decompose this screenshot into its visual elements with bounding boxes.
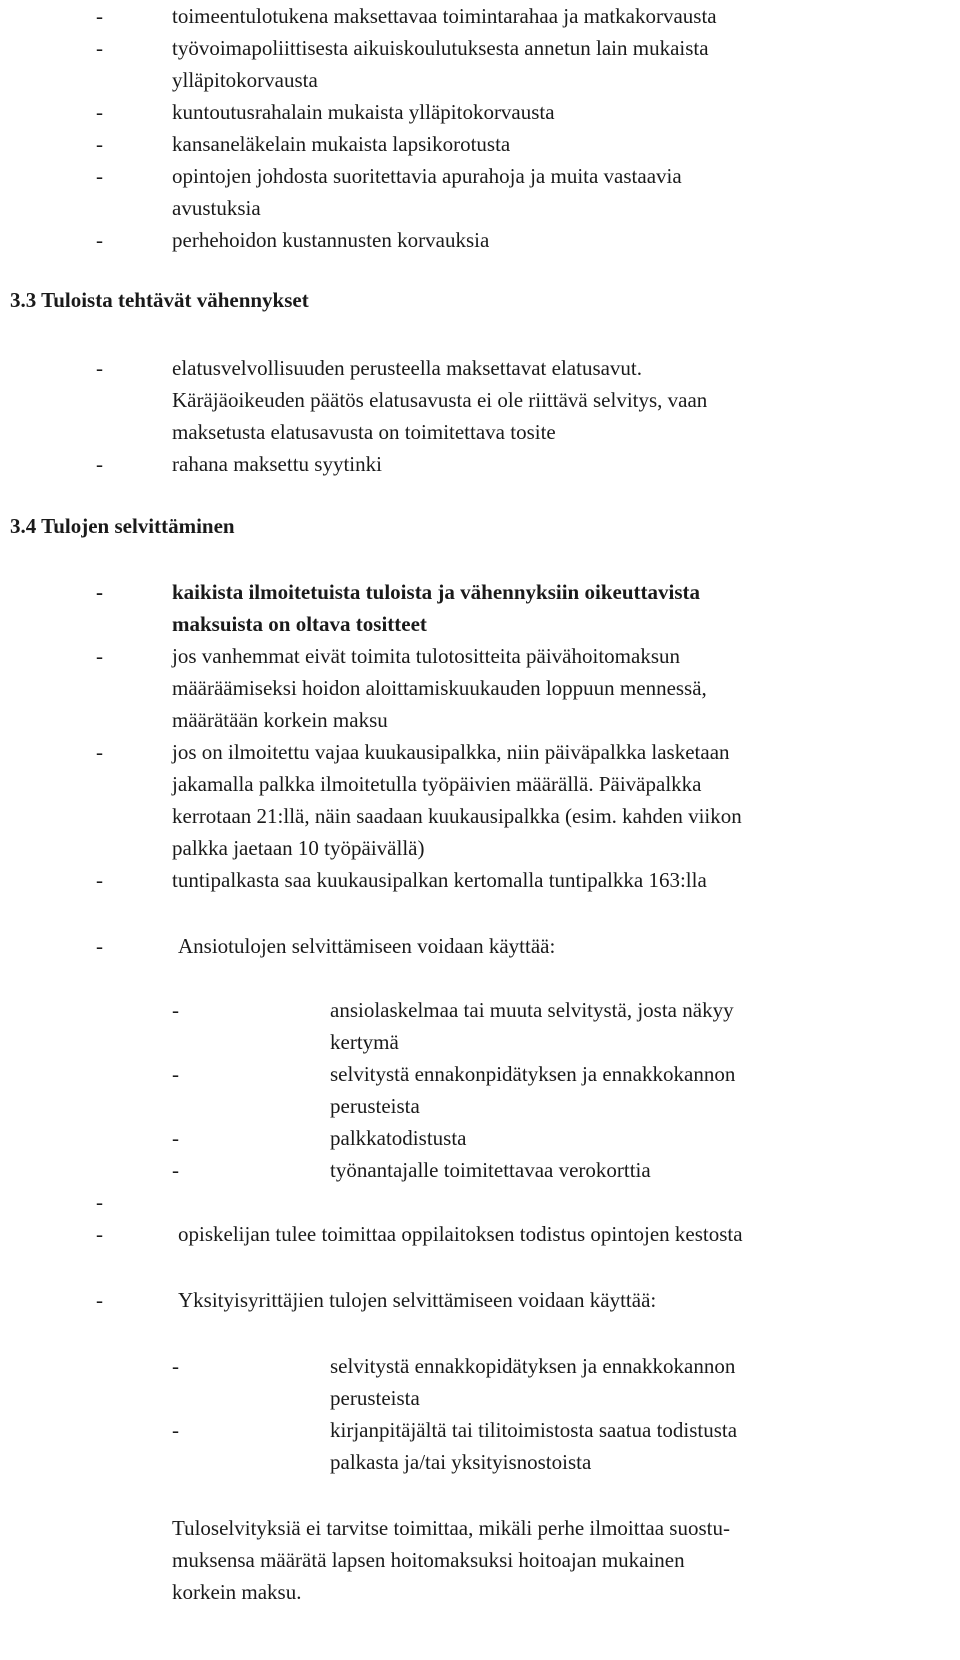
- bullet-dash: -: [96, 228, 103, 252]
- list-item-continuation: kerrotaan 21:llä, näin saadaan kuukausipalkka (esim. kahden viikon: [172, 804, 742, 828]
- list-item-continuation: palkka jaetaan 10 työpäivällä): [172, 836, 425, 860]
- sub-list-item-continuation: perusteista: [330, 1386, 420, 1410]
- bullet-dash: -: [96, 934, 103, 958]
- sub-list-item-continuation: palkasta ja/tai yksityisnostoista: [330, 1450, 592, 1474]
- list-item-continuation: ylläpitokorvausta: [172, 68, 318, 92]
- sub-list-item: selvitystä ennakkopidätyksen ja ennakkokannon: [330, 1354, 736, 1378]
- bullet-dash: -: [96, 1222, 103, 1246]
- sub-list-item: työnantajalle toimitettavaa verokorttia: [330, 1158, 651, 1182]
- bullet-dash: -: [96, 356, 103, 380]
- bullet-dash: -: [96, 100, 103, 124]
- list-item: Yksityisyrittäjien tulojen selvittämiseen voidaan käyttää:: [178, 1288, 657, 1312]
- list-item: jos on ilmoitettu vajaa kuukausipalkka, niin päiväpalkka lasketaan: [172, 740, 730, 764]
- paragraph-line: Tuloselvityksiä ei tarvitse toimittaa, mikäli perhe ilmoittaa suostu-: [172, 1516, 730, 1540]
- bullet-dash: -: [96, 868, 103, 892]
- bullet-dash: -: [96, 644, 103, 668]
- list-item: opintojen johdosta suoritettavia apurahoja ja muita vastaavia: [172, 164, 682, 188]
- list-item: Ansiotulojen selvittämiseen voidaan käyttää:: [178, 934, 556, 958]
- list-item-continuation: avustuksia: [172, 196, 261, 220]
- section-heading: 3.4 Tulojen selvittäminen: [10, 514, 235, 538]
- list-item: jos vanhemmat eivät toimita tulotositteita päivähoitomaksun: [172, 644, 680, 668]
- bullet-dash: -: [96, 1190, 103, 1214]
- list-item-continuation: maksuista on oltava tositteet: [172, 612, 427, 636]
- bullet-dash: -: [172, 998, 179, 1022]
- bullet-dash: -: [96, 4, 103, 28]
- bullet-dash: -: [96, 452, 103, 476]
- bullet-dash: -: [172, 1126, 179, 1150]
- list-item-continuation: määrätään korkein maksu: [172, 708, 388, 732]
- paragraph-line: korkein maksu.: [172, 1580, 302, 1604]
- list-item: tuntipalkasta saa kuukausipalkan kertomalla tuntipalkka 163:lla: [172, 868, 707, 892]
- bullet-dash: -: [172, 1062, 179, 1086]
- list-item-continuation: Käräjäoikeuden päätös elatusavusta ei ole riittävä selvitys, vaan: [172, 388, 708, 412]
- paragraph-line: muksensa määrätä lapsen hoitomaksuksi hoitoajan mukainen: [172, 1548, 685, 1572]
- bullet-dash: -: [96, 580, 103, 604]
- list-item: perhehoidon kustannusten korvauksia: [172, 228, 490, 252]
- sub-list-item: selvitystä ennakonpidätyksen ja ennakkokannon: [330, 1062, 736, 1086]
- list-item-continuation: määräämiseksi hoidon aloittamiskuukauden loppuun mennessä,: [172, 676, 707, 700]
- bullet-dash: -: [96, 740, 103, 764]
- list-item: rahana maksettu syytinki: [172, 452, 382, 476]
- sub-list-item: palkkatodistusta: [330, 1126, 467, 1150]
- bullet-dash: -: [172, 1354, 179, 1378]
- sub-list-item: kirjanpitäjältä tai tilitoimistosta saatua todistusta: [330, 1418, 738, 1442]
- bullet-dash: -: [96, 36, 103, 60]
- list-item: opiskelijan tulee toimittaa oppilaitoksen todistus opintojen kestosta: [178, 1222, 743, 1246]
- list-item: toimeentulotukena maksettavaa toimintarahaa ja matkakorvausta: [172, 4, 717, 28]
- list-item-continuation: maksetusta elatusavusta on toimitettava tosite: [172, 420, 556, 444]
- section-heading: 3.3 Tuloista tehtävät vähennykset: [10, 288, 309, 312]
- list-item: elatusvelvollisuuden perusteella maksettavat elatusavut.: [172, 356, 643, 380]
- bullet-dash: -: [172, 1158, 179, 1182]
- bullet-dash: -: [96, 1288, 103, 1312]
- list-item-continuation: jakamalla palkka ilmoitetulla työpäivien määrällä. Päiväpalkka: [172, 772, 702, 796]
- sub-list-item-continuation: perusteista: [330, 1094, 420, 1118]
- list-item: kansaneläkelain mukaista lapsikorotusta: [172, 132, 511, 156]
- list-item: työvoimapoliittisesta aikuiskoulutuksesta annetun lain mukaista: [172, 36, 709, 60]
- bullet-dash: -: [172, 1418, 179, 1442]
- sub-list-item: ansiolaskelmaa tai muuta selvitystä, josta näkyy: [330, 998, 734, 1022]
- bullet-dash: -: [96, 132, 103, 156]
- sub-list-item-continuation: kertymä: [330, 1030, 399, 1054]
- list-item: kaikista ilmoitetuista tuloista ja vähennyksiin oikeuttavista: [172, 580, 700, 604]
- bullet-dash: -: [96, 164, 103, 188]
- list-item: kuntoutusrahalain mukaista ylläpitokorvausta: [172, 100, 555, 124]
